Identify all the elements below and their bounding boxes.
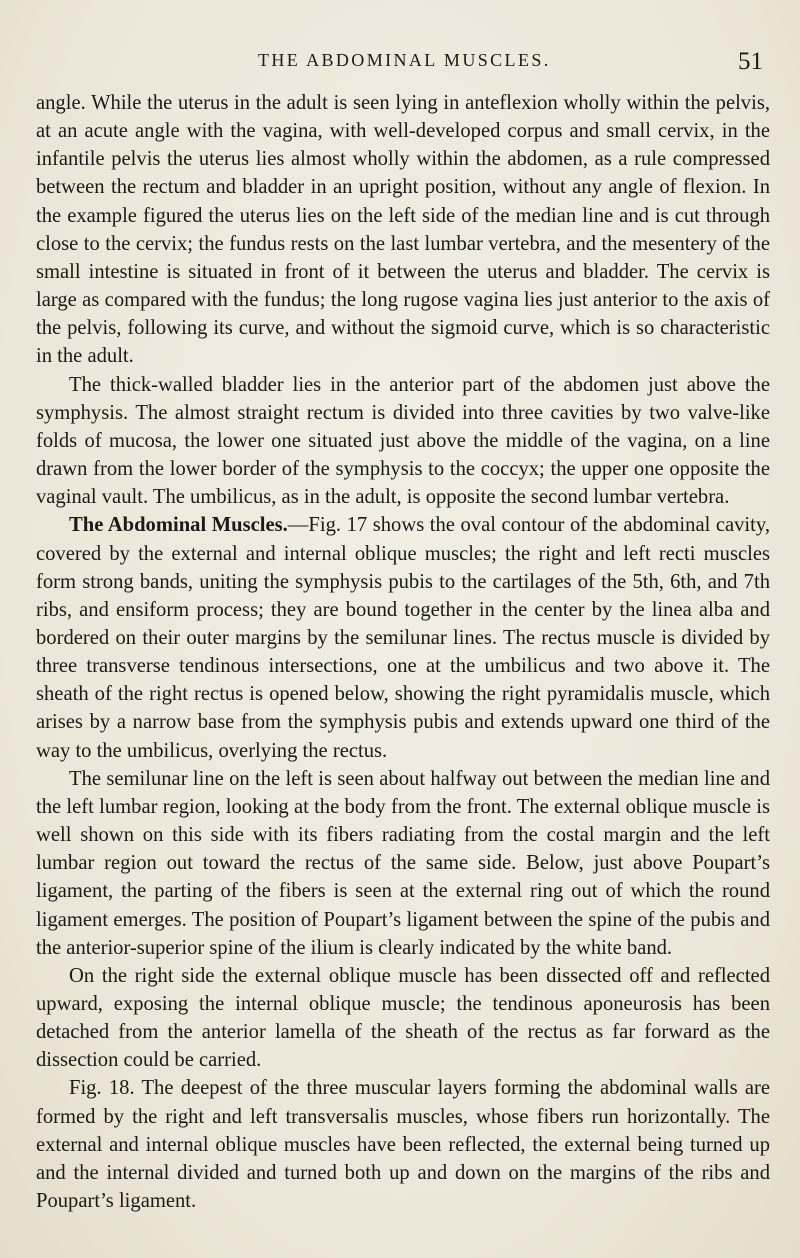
running-head	[0, 50, 800, 80]
paragraph	[36, 511, 770, 764]
paragraph-text: The thick-walled bladder lies in the anterior part of the abdomen just above the symphysis. The almost straight rectum is divided into three cavities by two valve-like folds of mucosa, the lower one situated just above the middle of the vagina, on a line drawn from the lower border of the symphysis to the coccyx; the upper one opposite the vaginal vault. The umbilicus, as in the adult, is opposite the second lumbar vertebra.	[36, 373, 770, 509]
body-text	[36, 89, 770, 1215]
page-number: 51	[738, 48, 763, 75]
paragraph-text: The semilunar line on the left is seen about halfway out between the median line and the left lumbar region, looking at the body from the front. The external oblique muscle is well shown on this side with its fibers radiating from the costal margin and the left lumbar region out toward the rectus of the same side. Below, just above Poupart’s ligament, the parting of the fibers is seen at the external ring out of which the round ligament emerges. The position of Poupart’s ligament between the spine of the pubis and the anterior-superior spine of the ilium is clearly indicated by the white band.	[36, 767, 770, 959]
paragraph	[36, 89, 770, 371]
running-title: THE ABDOMINAL MUSCLES.	[258, 50, 551, 70]
paragraph	[36, 765, 770, 962]
section-heading: The Abdominal Muscles.	[69, 514, 288, 537]
paragraph-text: On the right side the external oblique muscle has been dissected off and reflected upward, exposing the internal oblique muscle; the tendinous aponeurosis has been detached from the anterior lamella of the sheath of the rectus as far forward as the dissection could be carried.	[36, 964, 770, 1072]
paragraph	[36, 371, 770, 512]
paragraph	[36, 962, 770, 1075]
paragraph-text: angle. While the uterus in the adult is seen lying in anteflexion wholly within the pelvis, at an acute angle with the vagina, with well-developed corpus and small cervix, in the infantile pelvis the uterus lies almost wholly within the abdomen, as a rule compressed between the rectum and bladder in an upright position, without any angle of flexion. In the example figured the uterus lies on the left side of the median line and is cut through close to the cervix; the fundus rests on the last lumbar vertebra, and the mesentery of the small intestine is situated in front of it between the uterus and bladder. The cervix is large as compared with the fundus; the long rugose vagina lies just anterior to the axis of the pelvis, following its curve, and without the sigmoid curve, which is so characteristic in the adult.	[36, 92, 770, 368]
paragraph-text: Fig. 18. The deepest of the three muscular layers forming the abdominal walls are formed by the right and left transversalis muscles, whose fibers run horizontally. The external and internal oblique muscles have been reflected, the external being turned up and the internal divided and turned both up and down on the margins of the ribs and Poupart’s ligament.	[36, 1077, 770, 1213]
paragraph	[36, 1074, 770, 1215]
paragraph-text: —Fig. 17 shows the oval contour of the abdominal cavity, covered by the external and internal oblique muscles; the right and left recti muscles form strong bands, uniting the symphysis pubis to the cartilages of the 5th, 6th, and 7th ribs, and ensiform process; they are bound together in the center by the linea alba and bordered on their outer margins by the semilunar lines. The rectus muscle is divided by three transverse tendinous intersections, one at the umbilicus and two above it. The sheath of the right rectus is opened below, showing the right pyramidalis muscle, which arises by a narrow base from the symphysis pubis and extends upward one third of the way to the umbilicus, overlying the rectus.	[36, 514, 770, 762]
